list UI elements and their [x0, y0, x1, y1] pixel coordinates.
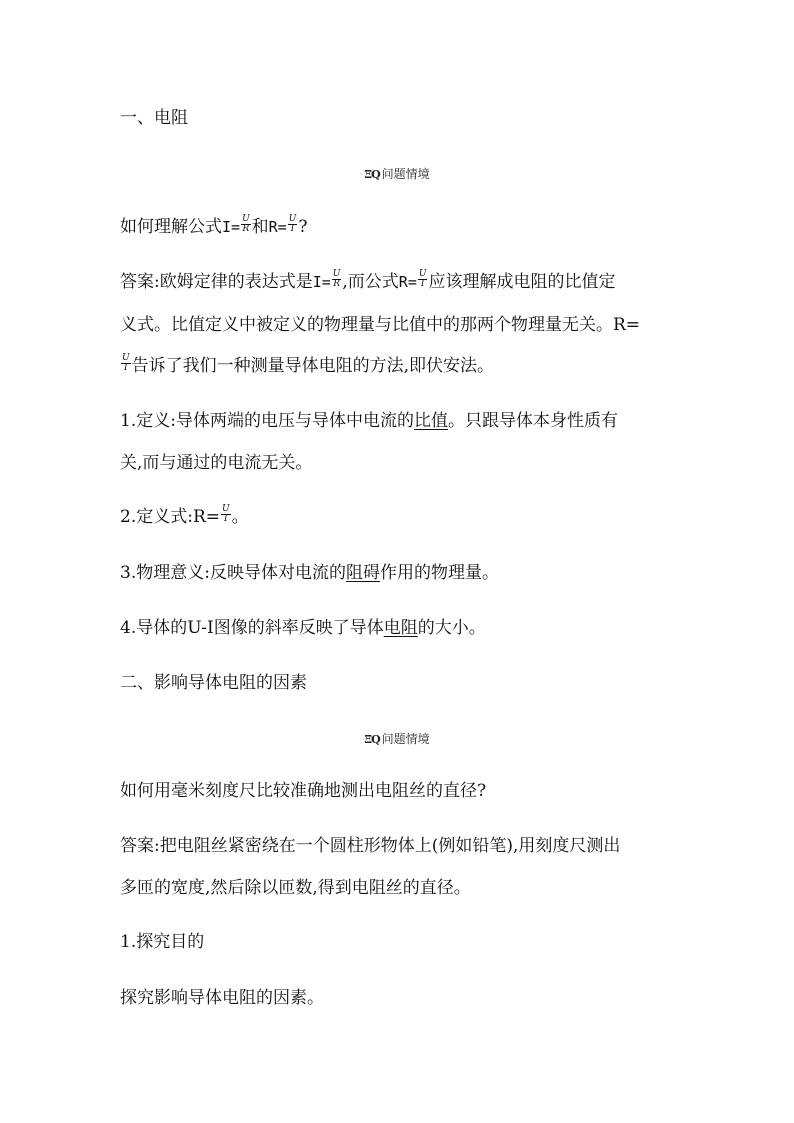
definition-formula-item [120, 506, 680, 528]
physical-meaning-item [120, 562, 680, 584]
answer-2-line-2 [120, 877, 680, 899]
answer-text: 答案:欧姆定律的表达式是 [120, 272, 313, 292]
formula-r-eq: R= [398, 273, 417, 291]
item-text: 4.导体的U-I图像的斜率反映了导体 [120, 618, 384, 638]
item-text: 1.定义:导体两端的电压与导体中电流的 [120, 411, 414, 431]
item-text: 。只跟导体本身性质有 [447, 411, 618, 431]
problem-situation-tag [0, 731, 794, 748]
question-1 [120, 216, 680, 238]
item-text: 探究影响导体电阻的因素。 [120, 988, 324, 1008]
answer-text: 义式。比值定义中被定义的物理量与比值中的那两个物理量无关。R= [120, 315, 641, 335]
fraction-numerator: U [418, 269, 427, 279]
fraction-denominator: I [124, 363, 128, 373]
fraction-denominator: R [242, 224, 250, 234]
item-text: 作用的物理量。 [379, 563, 499, 583]
answer-text: 答案:把电阻丝紧密绕在一个圆柱形物体上(例如铅笔),用刻度尺测出 [120, 836, 621, 856]
answer-1-line-2 [120, 314, 680, 336]
section-title-text: 二、影响导体电阻的因素 [120, 673, 307, 693]
answer-2-line-1 [120, 835, 680, 857]
answer-text: 应该理解成电阻的比值定 [428, 272, 616, 292]
question-text: ? [298, 217, 308, 237]
problem-situation-label: 问题情境 [381, 732, 430, 746]
answer-1-line-1 [120, 271, 680, 293]
section-title-factors [120, 672, 680, 694]
answer-text: 告诉了我们一种测量导体电阻的方法,即伏安法。 [131, 356, 494, 376]
problem-situation-tag [0, 166, 794, 183]
fraction-u-over-i [121, 354, 131, 373]
fraction-numerator: U [332, 269, 341, 279]
item-text: 的大小。 [417, 618, 486, 638]
definition-item [120, 410, 680, 432]
fraction-u-over-i [288, 215, 298, 234]
question-2 [120, 780, 680, 802]
fraction-numerator: U [288, 214, 297, 224]
section-title-text: 一、电阻 [120, 108, 188, 128]
formula-i-eq: I= [222, 218, 241, 236]
ui-graph-item [120, 617, 680, 639]
problem-situation-icon: ΞQ [364, 168, 380, 181]
formula-i-eq: I= [312, 273, 331, 291]
item-text: 3.物理意义:反映导体对电流的 [120, 563, 346, 583]
answer-text: ,而公式 [342, 272, 399, 292]
item-text: 2.定义式:R= [120, 507, 220, 527]
fraction-numerator: U [122, 353, 130, 363]
answer-text: 多匝的宽度,然后除以匝数,得到电阻丝的直径。 [120, 878, 471, 898]
fraction-u-over-i [221, 505, 231, 524]
section-title-resistance [120, 107, 680, 129]
item-text: 1.探究目的 [120, 932, 205, 952]
fraction-denominator: I [290, 224, 295, 234]
underlined-answer: 比值 [413, 411, 448, 431]
problem-situation-label: 问题情境 [381, 167, 430, 181]
fraction-denominator: R [333, 279, 340, 289]
fraction-u-over-i [418, 270, 428, 289]
question-text: 如何用毫米刻度尺比较准确地测出电阻丝的直径? [120, 781, 487, 801]
fraction-u-over-r [332, 270, 342, 289]
item-text: 关,而与通过的电流无关。 [120, 453, 313, 473]
fraction-u-over-r [241, 215, 251, 234]
purpose-heading [120, 931, 680, 953]
fraction-numerator: U [242, 214, 250, 224]
problem-situation-icon: ΞQ [364, 733, 380, 746]
fraction-denominator: I [420, 279, 425, 289]
underlined-answer: 阻碍 [345, 563, 380, 583]
fraction-denominator: I [224, 514, 228, 524]
purpose-body [120, 987, 680, 1009]
definition-item-line-2 [120, 452, 680, 474]
question-text: 如何理解公式 [120, 217, 222, 237]
answer-1-line-3 [120, 355, 680, 377]
fraction-numerator: U [222, 504, 230, 514]
underlined-answer: 电阻 [383, 618, 418, 638]
item-text: 。 [231, 507, 249, 527]
formula-r-eq: R= [268, 218, 287, 236]
question-text: 和 [251, 217, 269, 237]
